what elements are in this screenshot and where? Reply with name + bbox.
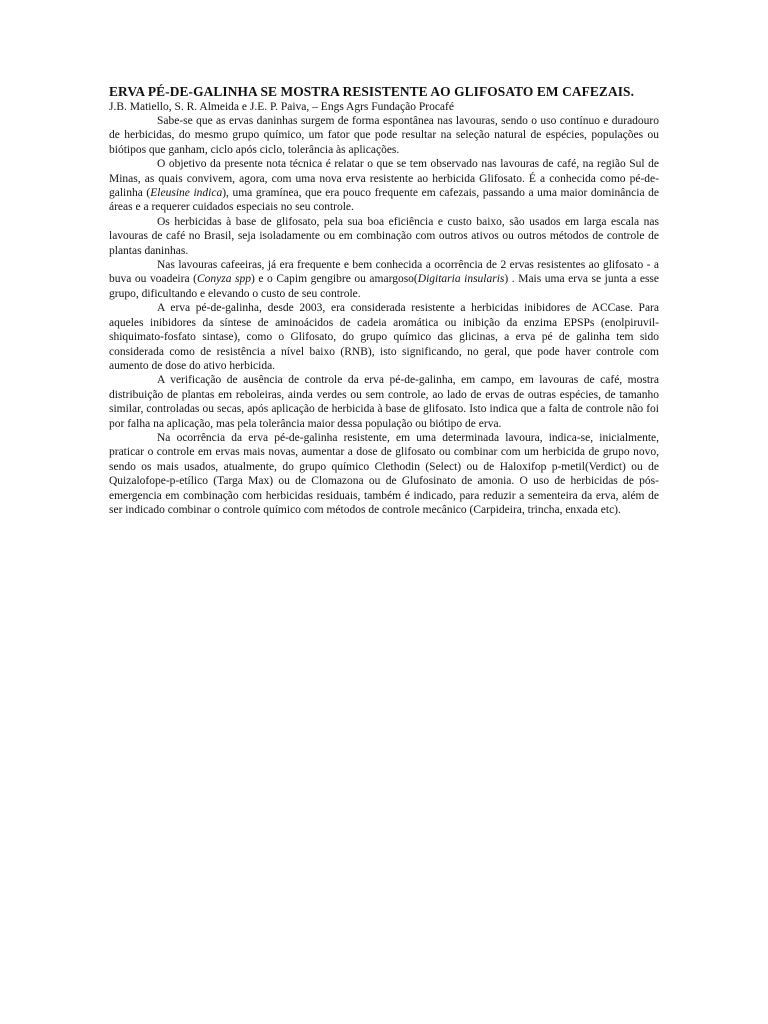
document-authors: J.B. Matiello, S. R. Almeida e J.E. P. Paiva, – Engs Agrs Fundação Procafé <box>109 101 454 113</box>
paragraph-text: ), uma gramínea, que era pouco frequente em cafezais, passando a uma maior dominância de áreas e a requerer cuidados especiais no seu controle. <box>109 187 659 214</box>
paragraph-2 <box>109 157 659 215</box>
paragraph-text: Nas lavouras cafeeiras, já era frequente e bem conhecida a ocorrência de 2 ervas resistentes ao glifosato - a buva ou voadeira ( <box>109 259 659 286</box>
paragraph-text: O objetivo da presente nota técnica é relatar o que se tem observado nas lavouras de café, na região Sul de Minas, as quais convivem, agora, com uma nova erva resistente ao herbicida Glifosato. É a conhecida como pé-de-galinha ( <box>109 158 659 200</box>
paragraph-text: Os herbicidas à base de glifosato, pela sua boa eficiência e custo baixo, são usados em larga escala nas lavouras de café no Brasil, seja isoladamente ou em combinação com outros ativos ou outros métodos de controle de plantas daninhas. <box>109 215 659 257</box>
paragraph-text: ) . Mais uma erva se junta a esse grupo, dificultando e elevando o custo de seu controle. <box>109 273 659 300</box>
paragraph-text: A erva pé-de-galinha, desde 2003, era considerada resistente a herbicidas inibidores de ACCase. Para aqueles inibidores da síntese de aminoácidos de cadeia aromática ou inibição da enzima EPSPs (enolpiruvil-shiquimato-fosfato sintase), como o Glifosato, do grupo químico das glicinas, a erva pé de galinha tem sido considerada como de resistência a nível baixo (RNB), isto significando, no geral, que pode haver controle com aumento de dose do ativo herbicida. <box>109 302 659 372</box>
species-name: Conyza spp <box>196 273 251 286</box>
paragraph-text: Sabe-se que as ervas daninhas surgem de forma espontânea nas lavouras, sendo o uso contínuo e duradouro de herbicidas, do mesmo grupo químico, um fator que pode resultar na seleção natural de espécies, populações ou biótipos que ganham, ciclo após ciclo, tolerância às aplicações. <box>109 115 659 156</box>
paragraph-5 <box>109 301 659 373</box>
paragraph-text: Na ocorrência da erva pé-de-galinha resistente, em uma determinada lavoura, indica-se, inicialmente, praticar o controle em ervas mais novas, aumentar a dose de glifosato ou combinar com um herbicida de grupo novo, sendo os mais usados, atualmente, do grupo químico Clethodin (Select) ou de Haloxifop p-metil(Verdict) ou de Quizalofope-p-etílico (Targa Max) ou de Clomazona ou de Glufosinato de amonia. O uso de herbicidas de pós-emergencia em combinação com herbicidas residuais, também é indicado, para reduzir a sementeira da erva, além de ser indicado combinar o controle químico com métodos de controle mecânico (Carpideira, trincha, enxada etc). <box>109 431 659 516</box>
paragraph-text: ) e o Capim gengibre ou amargoso( <box>251 273 418 286</box>
document-title: ERVA PÉ-DE-GALINHA SE MOSTRA RESISTENTE AO GLIFOSATO EM CAFEZAIS. <box>109 84 635 99</box>
paragraph-4 <box>109 258 659 301</box>
document-page <box>109 84 659 517</box>
species-name: Digitaria insularis <box>417 273 505 286</box>
paragraph-1 <box>109 114 659 157</box>
paragraph-7 <box>109 431 659 517</box>
species-name: Eleusine indica <box>150 187 223 200</box>
paragraph-3 <box>109 215 659 258</box>
paragraph-6 <box>109 373 659 431</box>
paragraph-text: A verificação de ausência de controle da erva pé-de-galinha, em campo, em lavouras de café, mostra distribuição de plantas em reboleiras, ainda verdes ou sem controle, ao lado de ervas de outras espécies, de tamanho similar, controladas ou secas, após aplicação de herbicida à base de glifosato. Isto indica que a falta de controle não foi por falha na aplicação, mas pela tolerância maior dessa população ou biótipo de erva. <box>109 374 659 430</box>
